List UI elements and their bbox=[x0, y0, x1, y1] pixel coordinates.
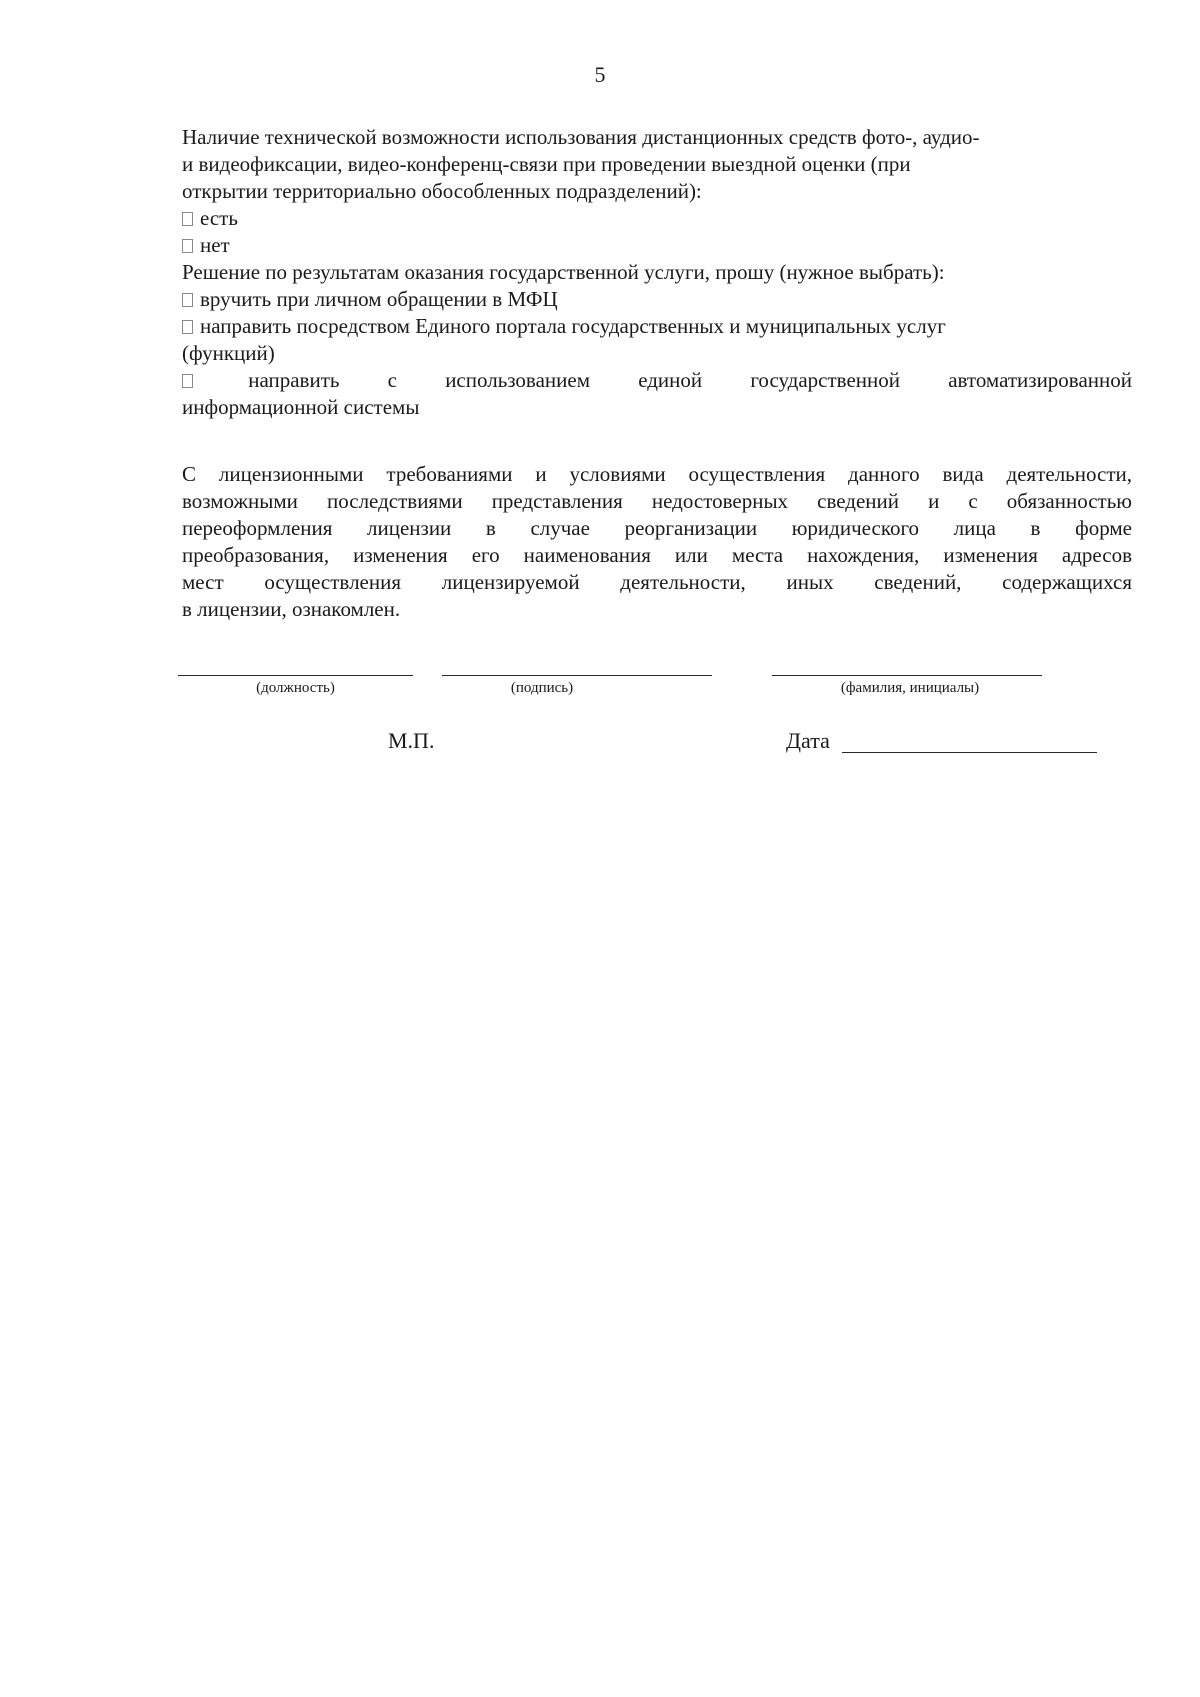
paragraph-line: преобразования, изменения его наименования или места нахождения, изменения адресов bbox=[182, 543, 1132, 567]
option-eias-word: государственной bbox=[750, 368, 901, 392]
option-no-label: нет bbox=[200, 233, 230, 257]
paragraph-line: С лицензионными требованиями и условиями осуществления данного вида деятельности, bbox=[182, 462, 1132, 486]
paragraph-line: открытии территориально обособленных подразделений): bbox=[182, 179, 702, 203]
seal-label: М.П. bbox=[388, 728, 435, 753]
position-caption: (должность) bbox=[256, 680, 335, 696]
option-no[interactable] bbox=[182, 232, 1132, 259]
option-eias-word: с bbox=[387, 368, 397, 392]
signature-caption: (подпись) bbox=[510, 680, 574, 696]
option-portal-label-cont: (функций) bbox=[182, 341, 275, 365]
date-line bbox=[842, 752, 1097, 753]
checkbox-eias[interactable] bbox=[182, 374, 193, 388]
acknowledgement-section bbox=[182, 461, 1132, 623]
option-mfc[interactable] bbox=[182, 286, 1132, 313]
option-portal[interactable] bbox=[182, 313, 1132, 340]
option-portal-label: направить посредством Единого портала государственных и муниципальных услуг bbox=[200, 314, 946, 338]
option-eias-word: единой bbox=[638, 368, 703, 392]
signature-line bbox=[442, 675, 712, 676]
option-eias[interactable] bbox=[182, 367, 1132, 394]
option-eias-word: использованием bbox=[445, 368, 590, 392]
name-signature-line bbox=[772, 675, 1042, 676]
checkbox-portal[interactable] bbox=[182, 320, 193, 334]
page-number: 5 bbox=[594, 62, 606, 87]
paragraph-line: возможными последствиями представления недостоверных сведений и с обязанностью bbox=[182, 489, 1132, 513]
paragraph-line: в лицензии, ознакомлен. bbox=[182, 597, 401, 621]
option-eias-label-cont: информационной системы bbox=[182, 395, 420, 419]
position-signature-line bbox=[178, 675, 413, 676]
option-mfc-label: вручить при личном обращении в МФЦ bbox=[200, 287, 558, 311]
checkbox-mfc[interactable] bbox=[182, 293, 193, 307]
option-eias-word: автоматизированной bbox=[948, 368, 1132, 392]
checkbox-yes[interactable] bbox=[182, 212, 193, 226]
option-yes-label: есть bbox=[200, 206, 238, 230]
paragraph-line: переоформления лицензии в случае реорганизации юридического лица в форме bbox=[182, 516, 1132, 540]
checkbox-no[interactable] bbox=[182, 239, 193, 253]
decision-heading: Решение по результатам оказания государственной услуги, прошу (нужное выбрать): bbox=[182, 260, 945, 284]
technical-means-section bbox=[182, 124, 1132, 421]
option-eias-word: направить bbox=[248, 368, 340, 392]
paragraph-line: и видеофиксации, видео-конференц-связи при проведении выездной оценки (при bbox=[182, 152, 911, 176]
date-label: Дата bbox=[786, 728, 830, 753]
name-caption: (фамилия, инициалы) bbox=[840, 680, 980, 696]
paragraph-line: Наличие технической возможности использования дистанционных средств фото-, аудио- bbox=[182, 125, 980, 149]
option-yes[interactable] bbox=[182, 205, 1132, 232]
paragraph-line: мест осуществления лицензируемой деятельности, иных сведений, содержащихся bbox=[182, 570, 1132, 594]
